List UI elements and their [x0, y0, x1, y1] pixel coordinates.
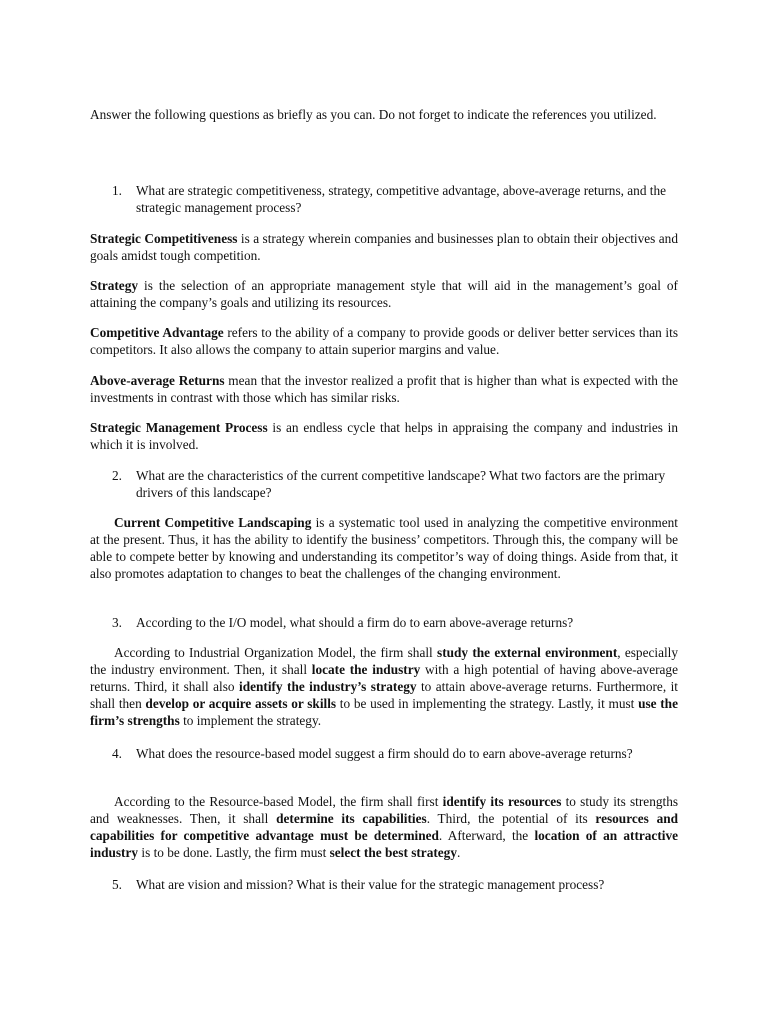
answer-text: is to be done. Lastly, the firm must [138, 845, 330, 860]
definition-above-average-returns [90, 372, 678, 406]
answer-text: . [456, 845, 461, 860]
answer-text: According to Industrial Organization Model, the firm shall [114, 645, 438, 660]
answer-text: is a systematic tool used in analyzing the competitive environment at the present. Thus, it has the ability to identify the business’ competitors. Through this, the company will be able to compete better by knowing and understanding its competitor’s way of doing things. Aside from that, it also promotes adaptation to changes to beat the challenges of the changing environment. [90, 515, 678, 581]
definition-strategic-management-process [90, 419, 678, 453]
answer-3-paragraph [90, 644, 678, 729]
definition-text: mean that the investor realized a profit that is higher than what is expected with the investments in contrast with those which has similar risks. [90, 373, 678, 405]
question-text: According to the I/O model, what should a firm do to earn above-average returns? [136, 615, 574, 630]
answer-4-paragraph [90, 793, 678, 861]
question-3 [112, 614, 678, 631]
intro-paragraph: Answer the following questions as briefly as you can. Do not forget to indicate the references you utilized. [90, 107, 657, 122]
answer-bold: resources and capabilities for competitive advantage must be determined [90, 811, 679, 843]
answer-text: to be used in implementing the strategy. Lastly, it must [336, 696, 639, 711]
answer-bold: develop or acquire assets or skills [145, 696, 337, 711]
definition-term: Strategy [90, 278, 138, 293]
question-2 [112, 467, 678, 501]
answer-text: According to the Resource-based Model, the firm shall first [114, 794, 443, 809]
answer-text: with a high potential of having above-average returns. Third, it shall also [90, 662, 678, 694]
question-text: What are the characteristics of the current competitive landscape? What two factors are the primary drivers of this landscape? [136, 468, 666, 500]
question-number: 3. [112, 615, 122, 630]
question-text: What are vision and mission? What is their value for the strategic management process? [136, 877, 605, 892]
question-number: 1. [112, 183, 122, 198]
question-4 [112, 745, 678, 762]
answer-bold: study the external environment [437, 645, 618, 660]
definition-competitive-advantage [90, 324, 678, 358]
question-text: What does the resource-based model suggest a firm should do to earn above-average returns? [136, 746, 633, 761]
definition-strategic-competitiveness [90, 230, 678, 264]
answer-text: , especially the industry environment. Then, it shall [90, 645, 679, 677]
question-number: 4. [112, 746, 122, 761]
answer-2-paragraph [90, 514, 678, 582]
definition-text: is the selection of an appropriate management style that will aid in the management’s goal of attaining the company’s goals and utilizing its resources. [90, 278, 678, 310]
definition-term: Strategic Management Process [90, 420, 268, 435]
answer-bold: location of an attractive industry [90, 828, 678, 860]
question-1 [112, 182, 678, 216]
answer-text: to implement the strategy. [179, 713, 322, 728]
answer-term: Current Competitive Landscaping [114, 515, 312, 530]
question-text: What are strategic competitiveness, strategy, competitive advantage, above-average returns, and the strategic management process? [136, 183, 667, 215]
answer-text: to study its strengths and weaknesses. Then, it shall [90, 794, 679, 826]
answer-bold: identify the industry’s strategy [239, 679, 417, 694]
answer-bold: use the firm’s strengths [90, 696, 678, 728]
definition-strategy [90, 277, 678, 311]
answer-bold: select the best strategy [329, 845, 457, 860]
definition-text: refers to the ability of a company to provide goods or deliver better services than its competitors. It also allows the company to attain superior margins and value. [90, 325, 678, 357]
definition-term: Competitive Advantage [90, 325, 224, 340]
answer-text: . Afterward, the [438, 828, 535, 843]
question-number: 2. [112, 468, 122, 483]
definition-term: Strategic Competitiveness [90, 231, 238, 246]
definition-text: is an endless cycle that helps in appraising the company and industries in which it is involved. [90, 420, 678, 452]
answer-bold: identify its resources [442, 794, 562, 809]
question-5 [112, 876, 678, 893]
definition-term: Above-average Returns [90, 373, 225, 388]
answer-text: . Third, the potential of its [426, 811, 596, 826]
answer-text: to attain above-average returns. Furthermore, it shall then [90, 679, 678, 711]
answer-bold: determine its capabilities [276, 811, 427, 826]
definition-text: is a strategy wherein companies and businesses plan to obtain their objectives and goals amidst tough competition. [90, 231, 678, 263]
answer-bold: locate the industry [311, 662, 421, 677]
question-number: 5. [112, 877, 122, 892]
